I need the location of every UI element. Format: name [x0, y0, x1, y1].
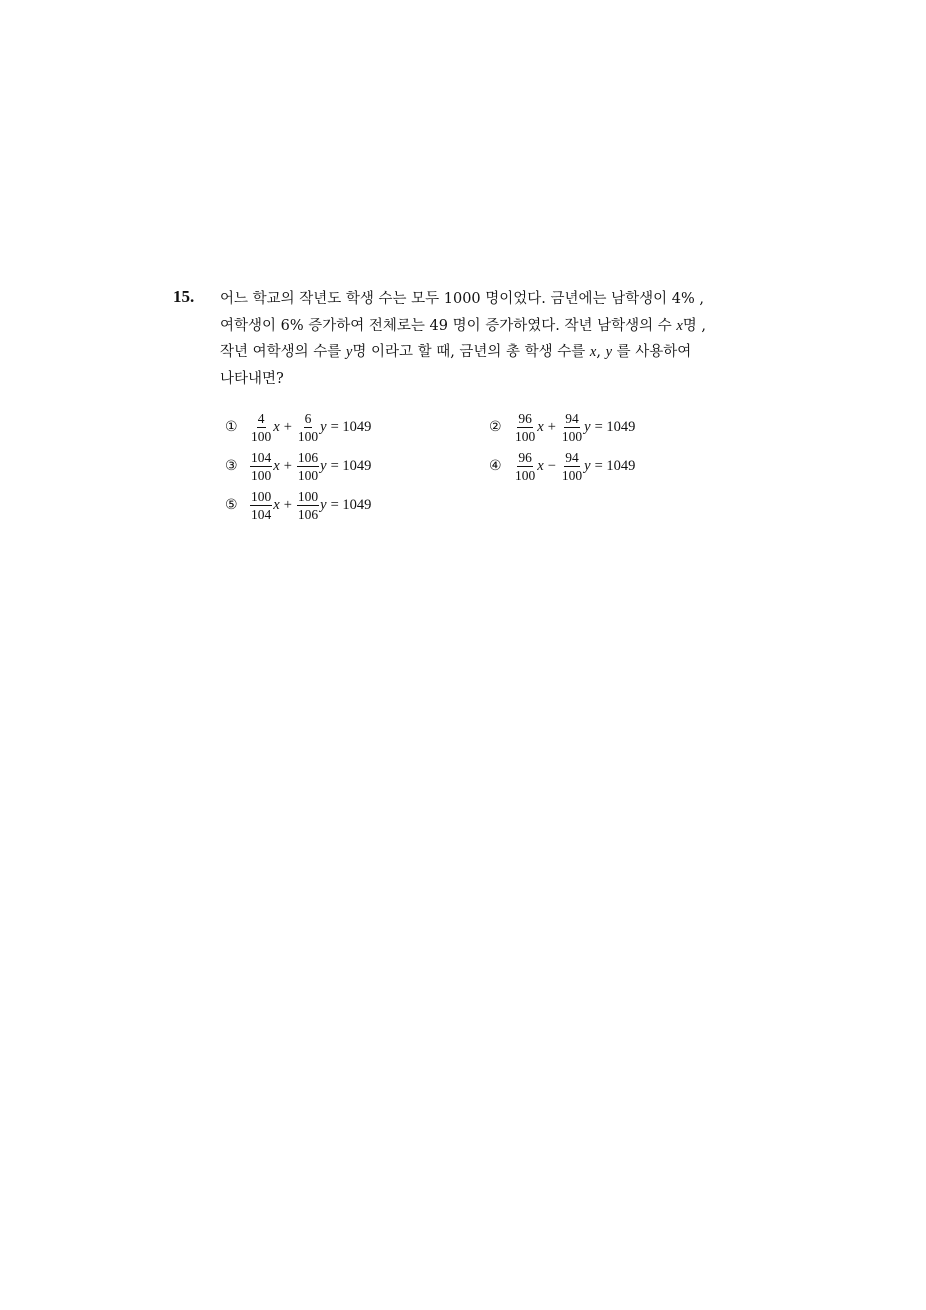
- math-variable-x: x: [273, 496, 280, 513]
- fraction-coefficient-y: [297, 489, 319, 522]
- math-variable-x: x: [273, 418, 280, 435]
- answer-choice-3[interactable]: [225, 447, 371, 485]
- math-variable-y: y: [320, 457, 327, 474]
- math-variable-y: y: [584, 418, 591, 435]
- math-variable-y: y: [320, 496, 327, 513]
- operator: +: [283, 457, 292, 474]
- operator: +: [547, 418, 556, 435]
- answer-choice-5[interactable]: [225, 486, 371, 524]
- fraction-coefficient-y: [297, 450, 319, 483]
- fraction-coefficient-x: [250, 411, 272, 444]
- fraction-coefficient-x: [514, 450, 536, 483]
- math-variable-x: x: [537, 418, 544, 435]
- answer-choice-2[interactable]: [489, 408, 635, 446]
- stem-text: ,: [596, 344, 606, 360]
- question-number: 15.: [173, 287, 195, 306]
- stem-line: [220, 339, 755, 366]
- fraction-denominator: 100: [515, 428, 536, 444]
- fraction-numerator: 106: [297, 449, 319, 465]
- fraction-numerator: 94: [565, 410, 579, 426]
- math-variable-x: x: [537, 457, 544, 474]
- stem-line: [220, 366, 755, 393]
- fraction-denominator: 100: [297, 467, 319, 483]
- choice-marker: ②: [489, 419, 502, 435]
- math-variable: x: [676, 317, 683, 334]
- fraction-coefficient-y: [561, 411, 583, 444]
- stem-text: 작년 여학생의 수를: [220, 344, 346, 360]
- fraction-denominator: 100: [297, 428, 319, 444]
- equation-rhs: = 1049: [594, 457, 636, 474]
- fraction-coefficient-x: [250, 450, 272, 483]
- fraction-numerator: 100: [297, 488, 319, 504]
- stem-text: 를 사용하여: [612, 344, 692, 360]
- fraction-numerator: 4: [257, 410, 265, 426]
- operator: −: [547, 457, 556, 474]
- fraction-denominator: 100: [561, 467, 583, 483]
- fraction-denominator: 106: [297, 506, 319, 522]
- operator: +: [283, 418, 292, 435]
- equation-rhs: = 1049: [594, 418, 636, 435]
- equation-rhs: = 1049: [330, 496, 372, 513]
- fraction-numerator: 94: [565, 449, 579, 465]
- choice-marker: ③: [225, 458, 238, 474]
- math-variable-y: y: [320, 418, 327, 435]
- stem-text: 명 ,: [682, 317, 707, 334]
- stem-text: 명 이라고 할 때, 금년의 총 학생 수를: [352, 344, 590, 360]
- fraction-numerator: 96: [518, 449, 532, 465]
- choice-marker: ⑤: [225, 497, 238, 513]
- fraction-coefficient-x: [250, 489, 272, 522]
- math-variable-y: y: [584, 457, 591, 474]
- math-variable-x: x: [273, 457, 280, 474]
- fraction-denominator: 100: [561, 428, 583, 444]
- fraction-denominator: 100: [515, 467, 536, 483]
- stem-text: 어느 학교의 작년도 학생 수는 모두 1000 명이었다. 금년에는 남학생이 4% ,: [220, 291, 705, 307]
- fraction-coefficient-x: [514, 411, 536, 444]
- fraction-coefficient-y: [297, 411, 319, 444]
- equation-rhs: = 1049: [330, 418, 372, 435]
- answer-choice-1[interactable]: [225, 408, 371, 446]
- fraction-denominator: 104: [251, 506, 272, 522]
- math-variable: x: [589, 344, 597, 360]
- fraction-numerator: 104: [251, 449, 272, 465]
- fraction-denominator: 100: [251, 467, 272, 483]
- answer-choice-4[interactable]: [489, 447, 635, 485]
- fraction-numerator: 96: [518, 410, 532, 426]
- stem-line: [220, 313, 755, 340]
- choice-marker: ①: [225, 419, 238, 435]
- stem-line: [220, 286, 755, 313]
- math-variable: y: [345, 344, 353, 360]
- question-stem: [220, 286, 755, 392]
- operator: +: [283, 496, 292, 513]
- stem-text: 여학생이 6% 증가하여 전체로는 49 명이 증가하였다. 작년 남학생의 수: [220, 317, 677, 334]
- fraction-numerator: 6: [304, 410, 312, 426]
- fraction-denominator: 100: [251, 428, 272, 444]
- fraction-numerator: 100: [251, 488, 272, 504]
- choice-marker: ④: [489, 458, 502, 474]
- stem-text: 나타내면?: [220, 370, 284, 387]
- fraction-coefficient-y: [561, 450, 583, 483]
- equation-rhs: = 1049: [330, 457, 372, 474]
- math-variable: y: [605, 344, 613, 360]
